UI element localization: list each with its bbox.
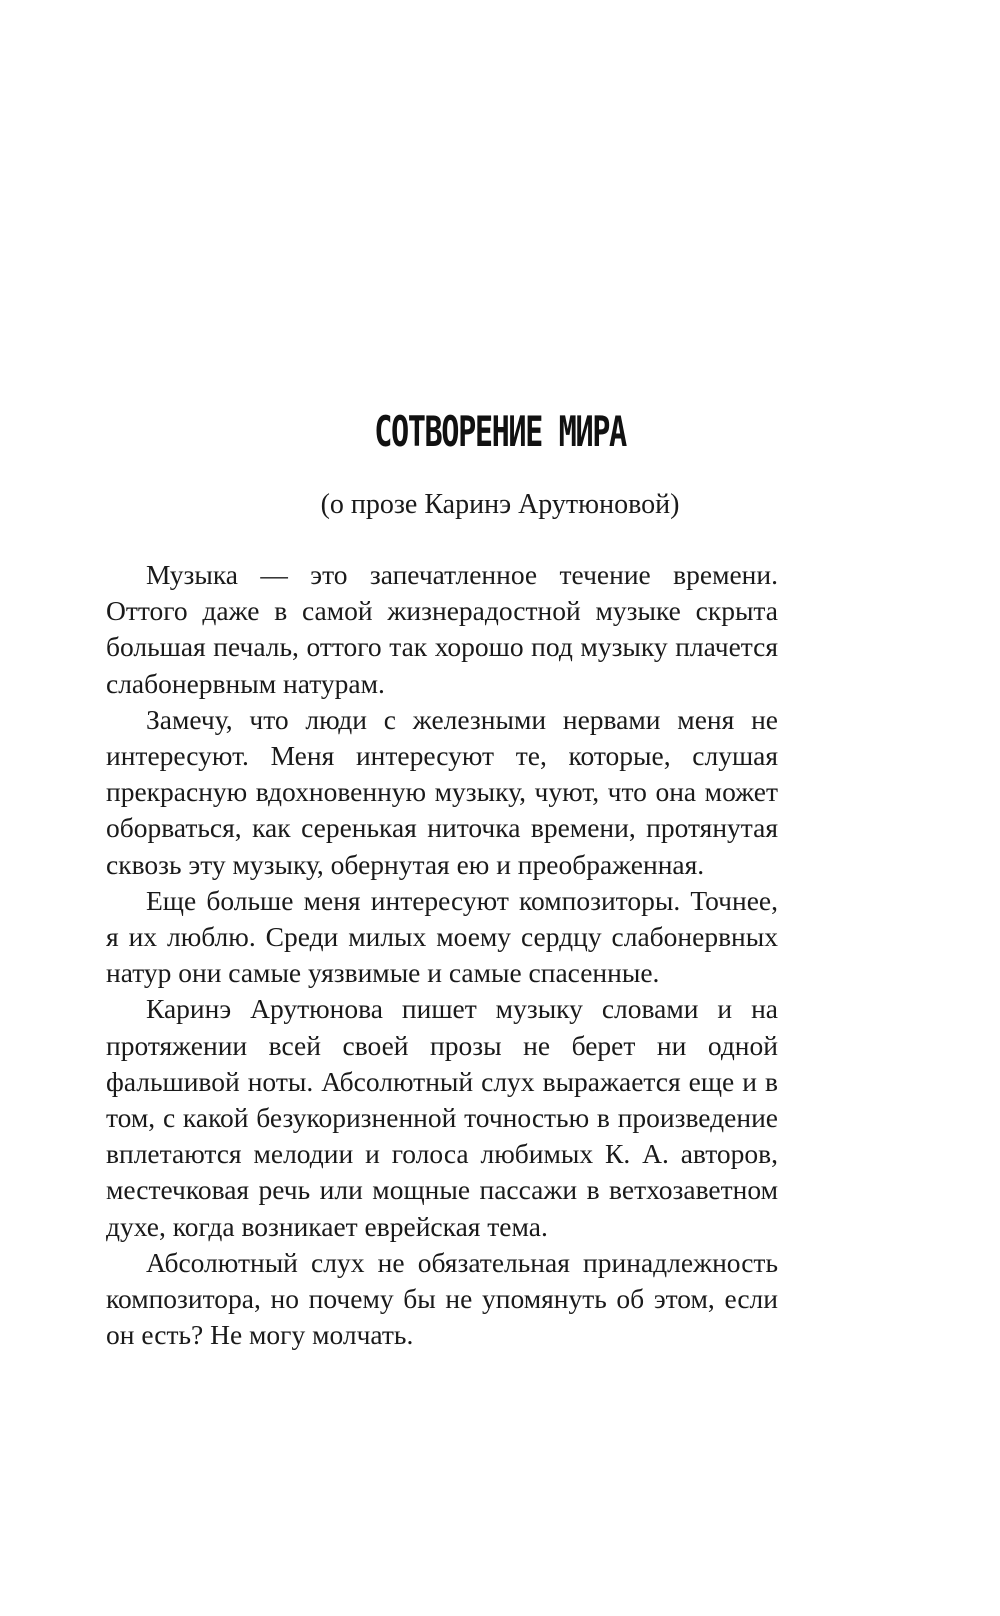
- paragraph: Музыка — это запечатленное течение времени. Оттого даже в самой жизнерадостной музыке скрыта большая печаль, оттого так хорошо под музыку плачется слабонервным натурам.: [106, 559, 778, 699]
- paragraph: Еще больше меня интересуют композиторы. Точнее, я их люблю. Среди милых моему сердцу слабонервных натур они самые уязвимые и самые спасенные.: [106, 884, 778, 989]
- body-text: [106, 557, 778, 1353]
- paragraph: Замечу, что люди с железными нервами меня не интересуют. Меня интересуют те, которые, слушая прекрасную вдохновенную музыку, чуют, что она может оборваться, как серенькая ниточка времени, протянутая сквозь эту музыку, обернутая ею и преображенная.: [106, 703, 778, 880]
- chapter-title: СОТВОРЕНИЕ МИРА: [374, 407, 626, 456]
- paragraph: Каринэ Арутюнова пишет музыку словами и на протяжении всей своей прозы не берет ни одной фальшивой ноты. Абсолютный слух выражается еще и в том, с какой безукоризненной точностью в произведение вплетаются мелодии и голоса любимых К. А. авторов, местечковая речь или мощные пассажи в ветхозаветном духе, когда возникает еврейская тема.: [106, 993, 778, 1242]
- chapter-subtitle: (о прозе Каринэ Арутюновой): [320, 489, 680, 520]
- paragraph: Абсолютный слух не обязательная принадлежность композитора, но почему бы не упомянуть об этом, если он есть? Не могу молчать.: [106, 1246, 778, 1351]
